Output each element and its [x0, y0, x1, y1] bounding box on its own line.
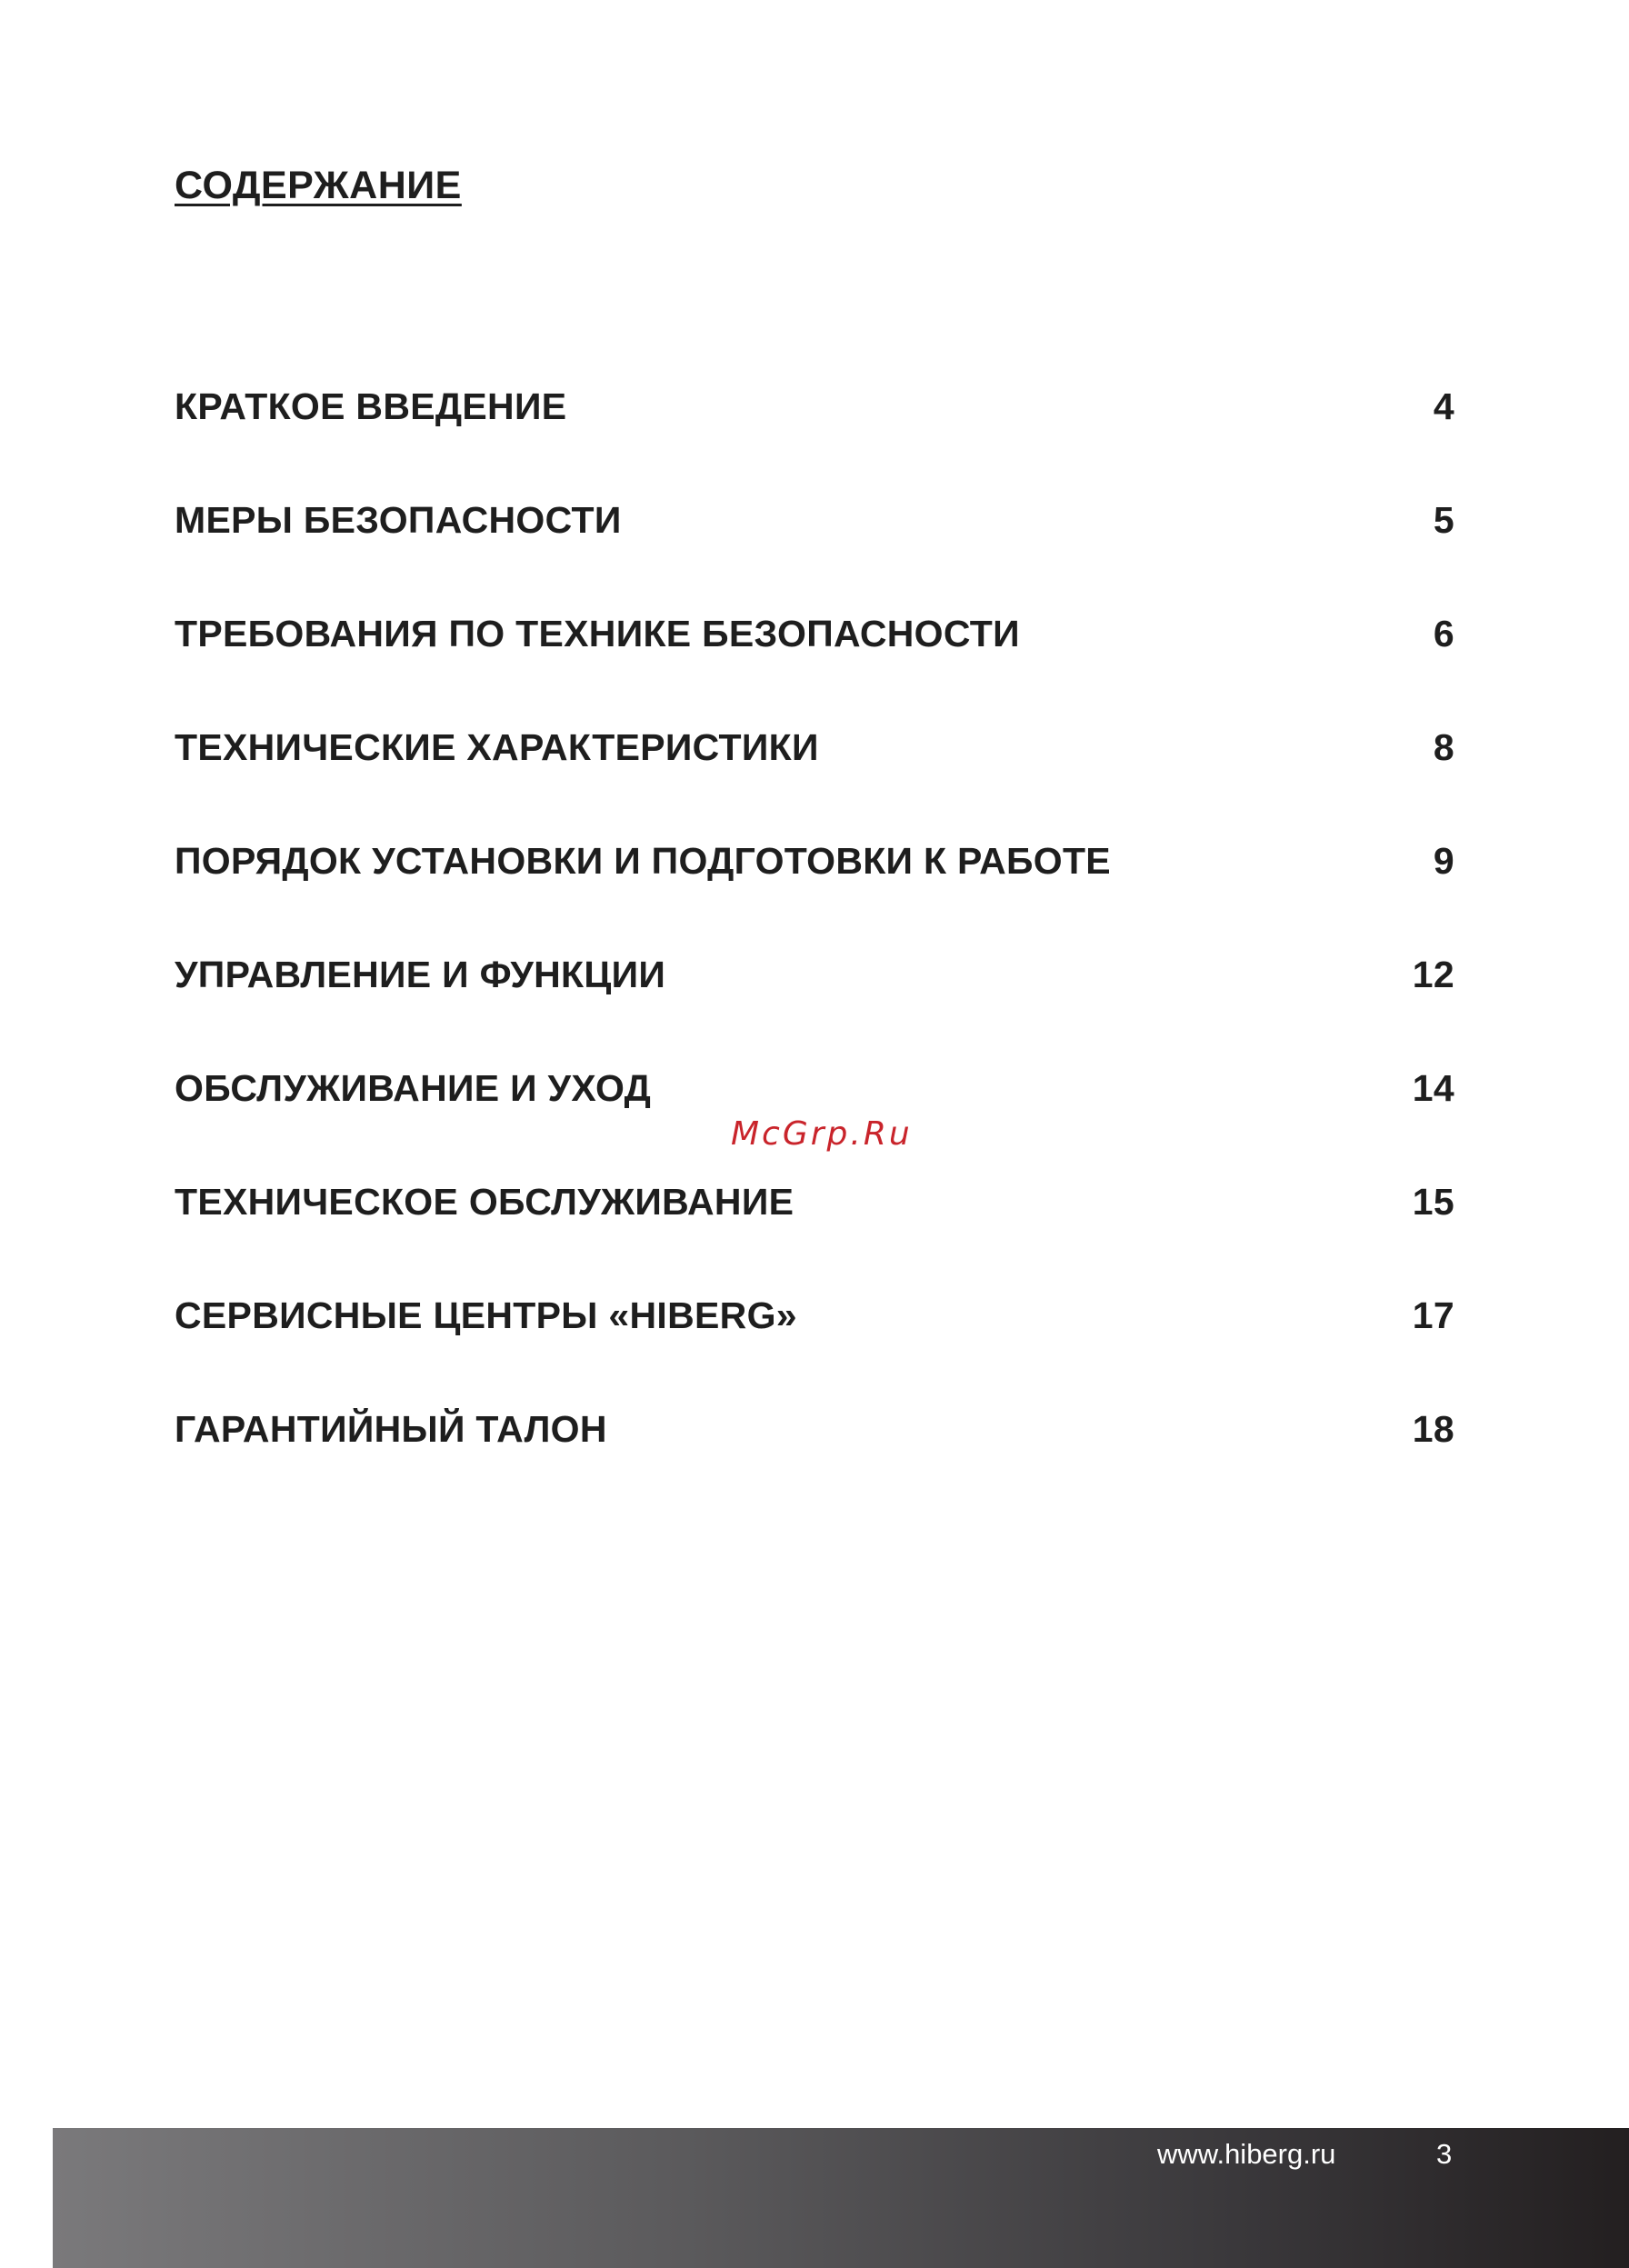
toc-entry-label: ПОРЯДОК УСТАНОВКИ И ПОДГОТОВКИ К РАБОТЕ: [175, 840, 1111, 882]
toc-entry-label: ГАРАНТИЙНЫЙ ТАЛОН: [175, 1408, 607, 1450]
toc-entry-specifications[interactable]: [175, 691, 1454, 804]
toc-entry-page: 9: [1433, 840, 1454, 882]
toc-entry-introduction[interactable]: [175, 350, 1454, 464]
toc-entry-label: УПРАВЛЕНИЕ И ФУНКЦИИ: [175, 954, 666, 995]
toc-entry-safety-measures[interactable]: [175, 464, 1454, 577]
toc-entry-controls[interactable]: [175, 918, 1454, 1032]
toc-entry-label: МЕРЫ БЕЗОПАСНОСТИ: [175, 499, 622, 541]
toc-entry-page: 17: [1412, 1294, 1454, 1336]
toc-entry-label: СЕРВИСНЫЕ ЦЕНТРЫ «HIBERG»: [175, 1294, 797, 1336]
toc-entry-label: ТЕХНИЧЕСКОЕ ОБСЛУЖИВАНИЕ: [175, 1181, 795, 1223]
footer-page-number: 3: [1436, 2138, 1453, 2170]
toc-entry-warranty[interactable]: [175, 1373, 1454, 1486]
page-title: СОДЕРЖАНИЕ: [175, 164, 462, 207]
watermark: McGrp.Ru: [731, 1115, 913, 1153]
toc-entry-label: ОБСЛУЖИВАНИЕ И УХОД: [175, 1067, 652, 1109]
toc-entry-installation[interactable]: [175, 804, 1454, 918]
toc-entry-safety-requirements[interactable]: [175, 577, 1454, 691]
toc-entry-page: 18: [1412, 1408, 1454, 1450]
toc-entry-service-centers[interactable]: [175, 1259, 1454, 1373]
toc-entry-page: 15: [1412, 1181, 1454, 1223]
table-of-contents: [175, 350, 1454, 1486]
toc-entry-maintenance[interactable]: [175, 1145, 1454, 1259]
toc-entry-page: 4: [1433, 385, 1454, 427]
toc-entry-page: 12: [1412, 954, 1454, 995]
toc-entry-page: 14: [1412, 1067, 1454, 1109]
footer-url[interactable]: www.hiberg.ru: [1157, 2138, 1336, 2170]
toc-entry-page: 6: [1433, 613, 1454, 654]
toc-entry-label: ТРЕБОВАНИЯ ПО ТЕХНИКЕ БЕЗОПАСНОСТИ: [175, 613, 1020, 654]
toc-entry-label: КРАТКОЕ ВВЕДЕНИЕ: [175, 385, 567, 427]
toc-entry-page: 5: [1433, 499, 1454, 541]
toc-entry-page: 8: [1433, 726, 1454, 768]
toc-entry-label: ТЕХНИЧЕСКИЕ ХАРАКТЕРИСТИКИ: [175, 726, 819, 768]
footer-band: [53, 2128, 1629, 2268]
